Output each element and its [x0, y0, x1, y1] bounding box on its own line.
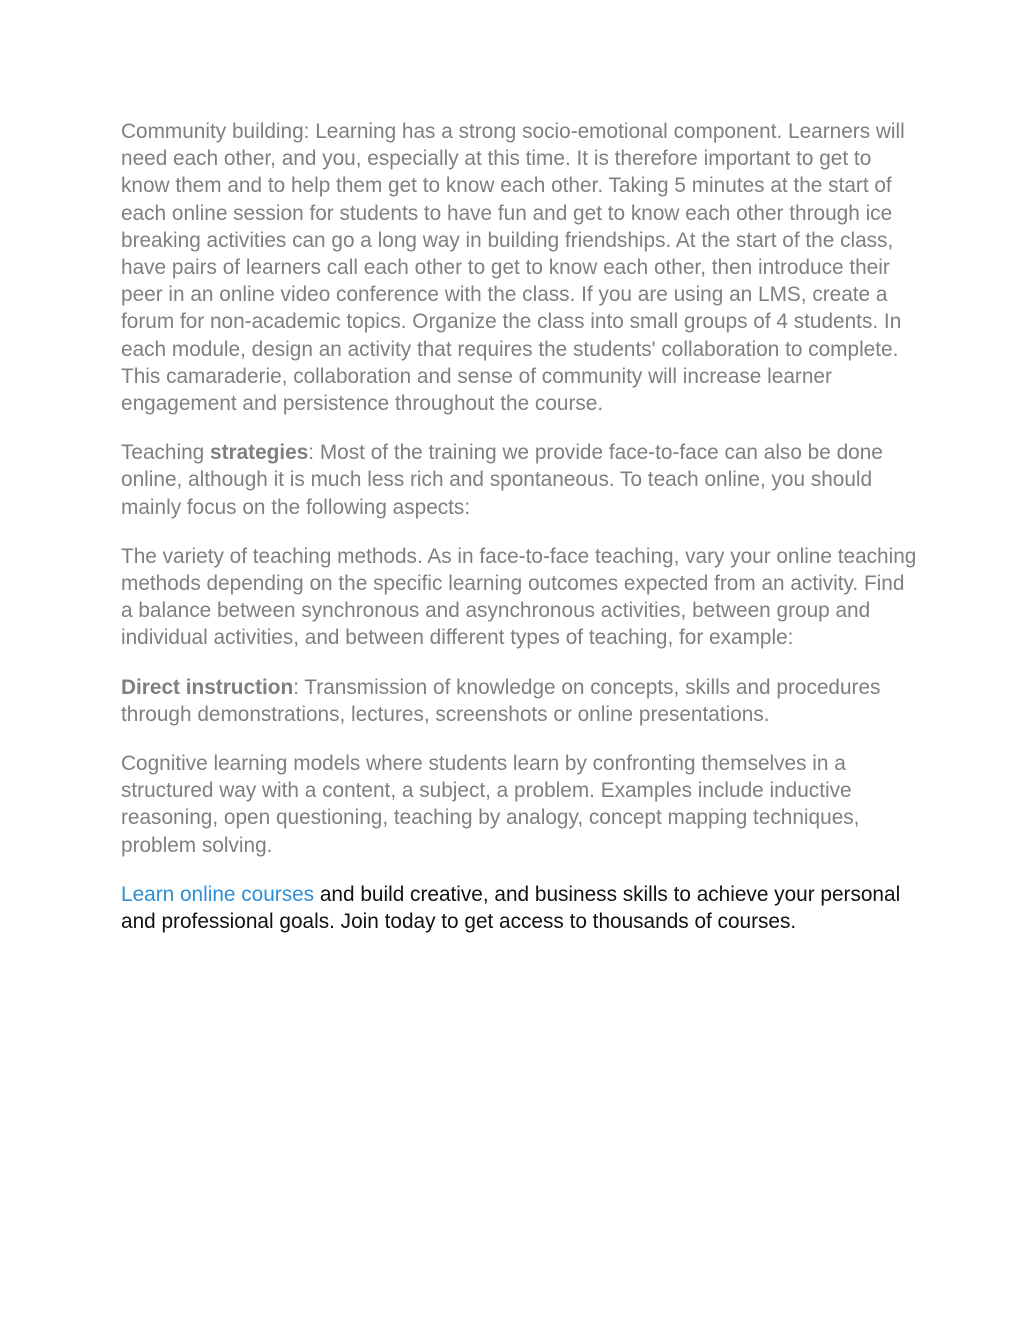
- promo-paragraph: [121, 881, 921, 935]
- teaching-strategies-paragraph: [121, 439, 921, 521]
- cognitive-learning-paragraph: [121, 750, 921, 859]
- teaching-variety-text: The variety of teaching methods. As in face-to-face teaching, vary your online teaching methods depending on the specific learning outcomes expected from an activity. Find a balance between synchronous and asynchronous activities, between group and individual activities, and between different types of teaching, for example:: [121, 544, 917, 650]
- cognitive-learning-text: Cognitive learning models where students learn by confronting themselves in a structured way with a content, a subject, a problem. Examples include inductive reasoning, open questioning, teaching by analogy, concept mapping techniques, problem solving.: [121, 752, 860, 857]
- direct-instruction-bold: Direct instruction: [121, 675, 294, 699]
- learn-online-courses-link[interactable]: Learn online courses: [121, 882, 315, 906]
- community-building-paragraph: [121, 118, 921, 417]
- promo-text: and build creative, and business skills to achieve your personal and professional goals. Join today to get access to thousands of courses.: [121, 882, 901, 934]
- teaching-strategies-bold: strategies: [210, 441, 309, 465]
- teaching-variety-paragraph: [121, 543, 921, 652]
- direct-instruction-paragraph: [121, 674, 921, 728]
- direct-instruction-text: : Transmission of knowledge on concepts, skills and procedures through demonstrations, lectures, screenshots or online presentations.: [121, 675, 881, 726]
- document-page: [121, 118, 921, 957]
- teaching-strategies-prefix: Teaching: [121, 441, 211, 465]
- teaching-strategies-text: : Most of the training we provide face-to-face can also be done online, although it is much less rich and spontaneous. To teach online, you should mainly focus on the following aspects:: [121, 441, 883, 519]
- community-building-text: Community building: Learning has a strong socio-emotional component. Learners will need each other, and you, especially at this time. It is therefore important to get to know them and to help them get to know each other. Taking 5 minutes at the start of each online session for students to have fun and get to know each other through ice breaking activities can go a long way in building friendships. At the start of the class, have pairs of learners call each other to get to know each other, then introduce their peer in an online video conference with the class. If you are using an LMS, create a forum for non-academic topics. Organize the class into small groups of 4 students. In each module, design an activity that requires the students' collaboration to complete. This camaraderie, collaboration and sense of community will increase learner engagement and persistence throughout the course.: [121, 120, 905, 416]
